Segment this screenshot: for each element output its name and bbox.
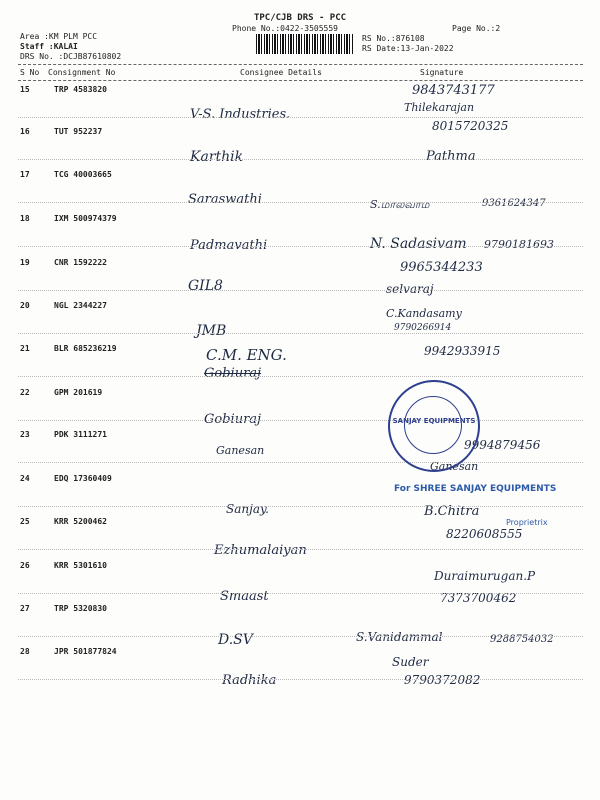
row-sno: 28 xyxy=(20,647,30,656)
row-consignment: TUT 952237 xyxy=(54,127,103,136)
stamp-proprietrix-line: Proprietrix xyxy=(506,518,548,527)
row-consignment: PDK 3111271 xyxy=(54,430,107,439)
staff-label: Staff :KALAI xyxy=(20,42,78,51)
signature-handwriting: C.Kandasamy xyxy=(386,307,462,320)
row-divider xyxy=(18,549,583,550)
phone-handwriting: 7373700462 xyxy=(440,591,517,605)
row-consignment: TRP 5320830 xyxy=(54,604,107,613)
column-sno: S No xyxy=(20,68,40,77)
row-divider xyxy=(18,462,583,463)
rs-date: RS Date:13-Jan-2022 xyxy=(362,44,454,53)
row-sno: 23 xyxy=(20,430,30,439)
seal-text: SANJAY EQUIPMENTS xyxy=(392,417,476,425)
table-row xyxy=(0,214,600,253)
phone-handwriting: 9790181693 xyxy=(484,238,554,251)
row-consignment: GPM 201619 xyxy=(54,388,103,397)
consignee-handwriting: Sanjay. xyxy=(226,502,269,516)
signature-handwriting: S.மாலவாம xyxy=(370,198,430,211)
phone-handwriting: 9994879456 xyxy=(464,438,541,452)
page-number: Page No.:2 xyxy=(452,24,501,33)
column-consignment: Consignment No xyxy=(48,68,116,77)
signature-handwriting: N. Sadasivam xyxy=(370,236,467,252)
drs-number: DRS No. :DCJB87610802 xyxy=(20,52,122,61)
phone2-handwriting: 8015720325 xyxy=(432,119,509,133)
table-row xyxy=(0,127,600,165)
row-sno: 15 xyxy=(20,85,30,94)
signature-handwriting: S.Vanidammal xyxy=(356,630,443,644)
consignee-handwriting: Ezhumalaiyan xyxy=(214,543,307,558)
row-consignment: TCG 40003665 xyxy=(54,170,112,179)
phone-handwriting: 9942933915 xyxy=(424,344,501,358)
area-label: Area :KM PLM PCC xyxy=(20,32,98,41)
consignee-handwriting: Gobiuraj xyxy=(204,412,262,427)
phone-handwriting: 9790266914 xyxy=(394,323,452,333)
row-divider xyxy=(18,506,583,507)
rs-number: RS No.:876108 xyxy=(362,34,425,43)
phone-handwriting: 9288754032 xyxy=(490,634,554,645)
table-row xyxy=(0,430,600,473)
signature-handwriting: Ganesan xyxy=(430,460,479,473)
row-consignment: NGL 2344227 xyxy=(54,301,107,310)
row-divider xyxy=(18,117,583,118)
row-sno: 22 xyxy=(20,388,30,397)
column-consignee: Consignee Details xyxy=(240,68,322,77)
consignee-handwriting: GIL8 xyxy=(188,278,223,294)
row-divider xyxy=(18,290,583,291)
header-separator xyxy=(18,64,583,65)
table-row xyxy=(0,258,600,296)
row-divider xyxy=(18,420,583,421)
drs-title: TPC/CJB DRS - PCC xyxy=(253,13,347,23)
row-consignment: KRR 5200462 xyxy=(54,517,107,526)
row-sno: 20 xyxy=(20,301,30,310)
table-row xyxy=(0,561,600,605)
phone-handwriting: 9965344233 xyxy=(400,260,483,275)
consignee-handwriting: Ganesan xyxy=(216,444,265,457)
table-row xyxy=(0,604,600,648)
row-divider xyxy=(18,246,583,247)
consignee-handwriting: Radhika xyxy=(222,673,277,688)
phone-handwriting: 9843743177 xyxy=(412,83,495,98)
signature-handwriting: selvaraj xyxy=(386,282,434,296)
signature-handwriting: B.Chitra xyxy=(424,504,480,519)
row-sno: 24 xyxy=(20,474,30,483)
seal-inner-ring xyxy=(404,396,462,454)
row-consignment: IXM 500974379 xyxy=(54,214,117,223)
phone-number: Phone No.:0422-3505559 xyxy=(232,24,338,33)
consignee-handwriting: JMB xyxy=(196,323,227,339)
table-row xyxy=(0,647,600,688)
consignee-handwriting: C.M. ENG. xyxy=(206,346,287,364)
row-sno: 26 xyxy=(20,561,30,570)
table-row xyxy=(0,344,600,381)
row-divider xyxy=(18,159,583,160)
table-row xyxy=(0,388,600,427)
row-sno: 27 xyxy=(20,604,30,613)
signature-handwriting: Duraimurugan.P xyxy=(434,569,536,583)
company-seal-stamp xyxy=(388,380,480,472)
row-sno: 21 xyxy=(20,344,30,353)
consignee-handwriting: D.SV xyxy=(218,632,253,648)
barcode-image xyxy=(256,34,354,54)
signature-handwriting: Pathma xyxy=(426,149,476,164)
row-sno: 16 xyxy=(20,127,30,136)
row-sno: 25 xyxy=(20,517,30,526)
consignee-handwriting: Saraswathi xyxy=(188,192,262,207)
struck-handwriting: Gobiuraj xyxy=(204,366,262,381)
column-signature: Signature xyxy=(420,68,464,77)
phone-handwriting: 9361624347 xyxy=(482,198,546,209)
row-divider xyxy=(18,636,583,637)
signature-handwriting: Suder xyxy=(392,655,429,669)
row-divider xyxy=(18,202,583,203)
row-consignment: BLR 685236219 xyxy=(54,344,117,353)
row-sno: 19 xyxy=(20,258,30,267)
consignee-handwriting: Karthik xyxy=(190,149,244,165)
row-consignment: TRP 4583820 xyxy=(54,85,107,94)
table-row xyxy=(0,170,600,211)
stamp-company-line: For SHREE SANJAY EQUIPMENTS xyxy=(394,484,557,494)
row-sno: 17 xyxy=(20,170,30,179)
row-consignment: EDQ 17360409 xyxy=(54,474,112,483)
signature-handwriting: Thilekarajan xyxy=(404,101,475,114)
consignee-handwriting: Smaast xyxy=(220,589,269,604)
row-divider xyxy=(18,333,583,334)
column-separator xyxy=(18,80,583,81)
row-divider xyxy=(18,376,583,377)
row-consignment: JPR 501877824 xyxy=(54,647,117,656)
row-consignment: KRR 5301610 xyxy=(54,561,107,570)
row-sno: 18 xyxy=(20,214,30,223)
row-divider xyxy=(18,679,583,680)
phone-handwriting: 9790372082 xyxy=(404,673,481,687)
consignee-handwriting: V-S. Industries. xyxy=(190,107,291,122)
table-row xyxy=(0,301,600,339)
row-divider xyxy=(18,593,583,594)
consignee-handwriting: Padmavathi xyxy=(190,238,268,253)
row-consignment: CNR 1592222 xyxy=(54,258,107,267)
phone-handwriting: 8220608555 xyxy=(446,527,523,541)
